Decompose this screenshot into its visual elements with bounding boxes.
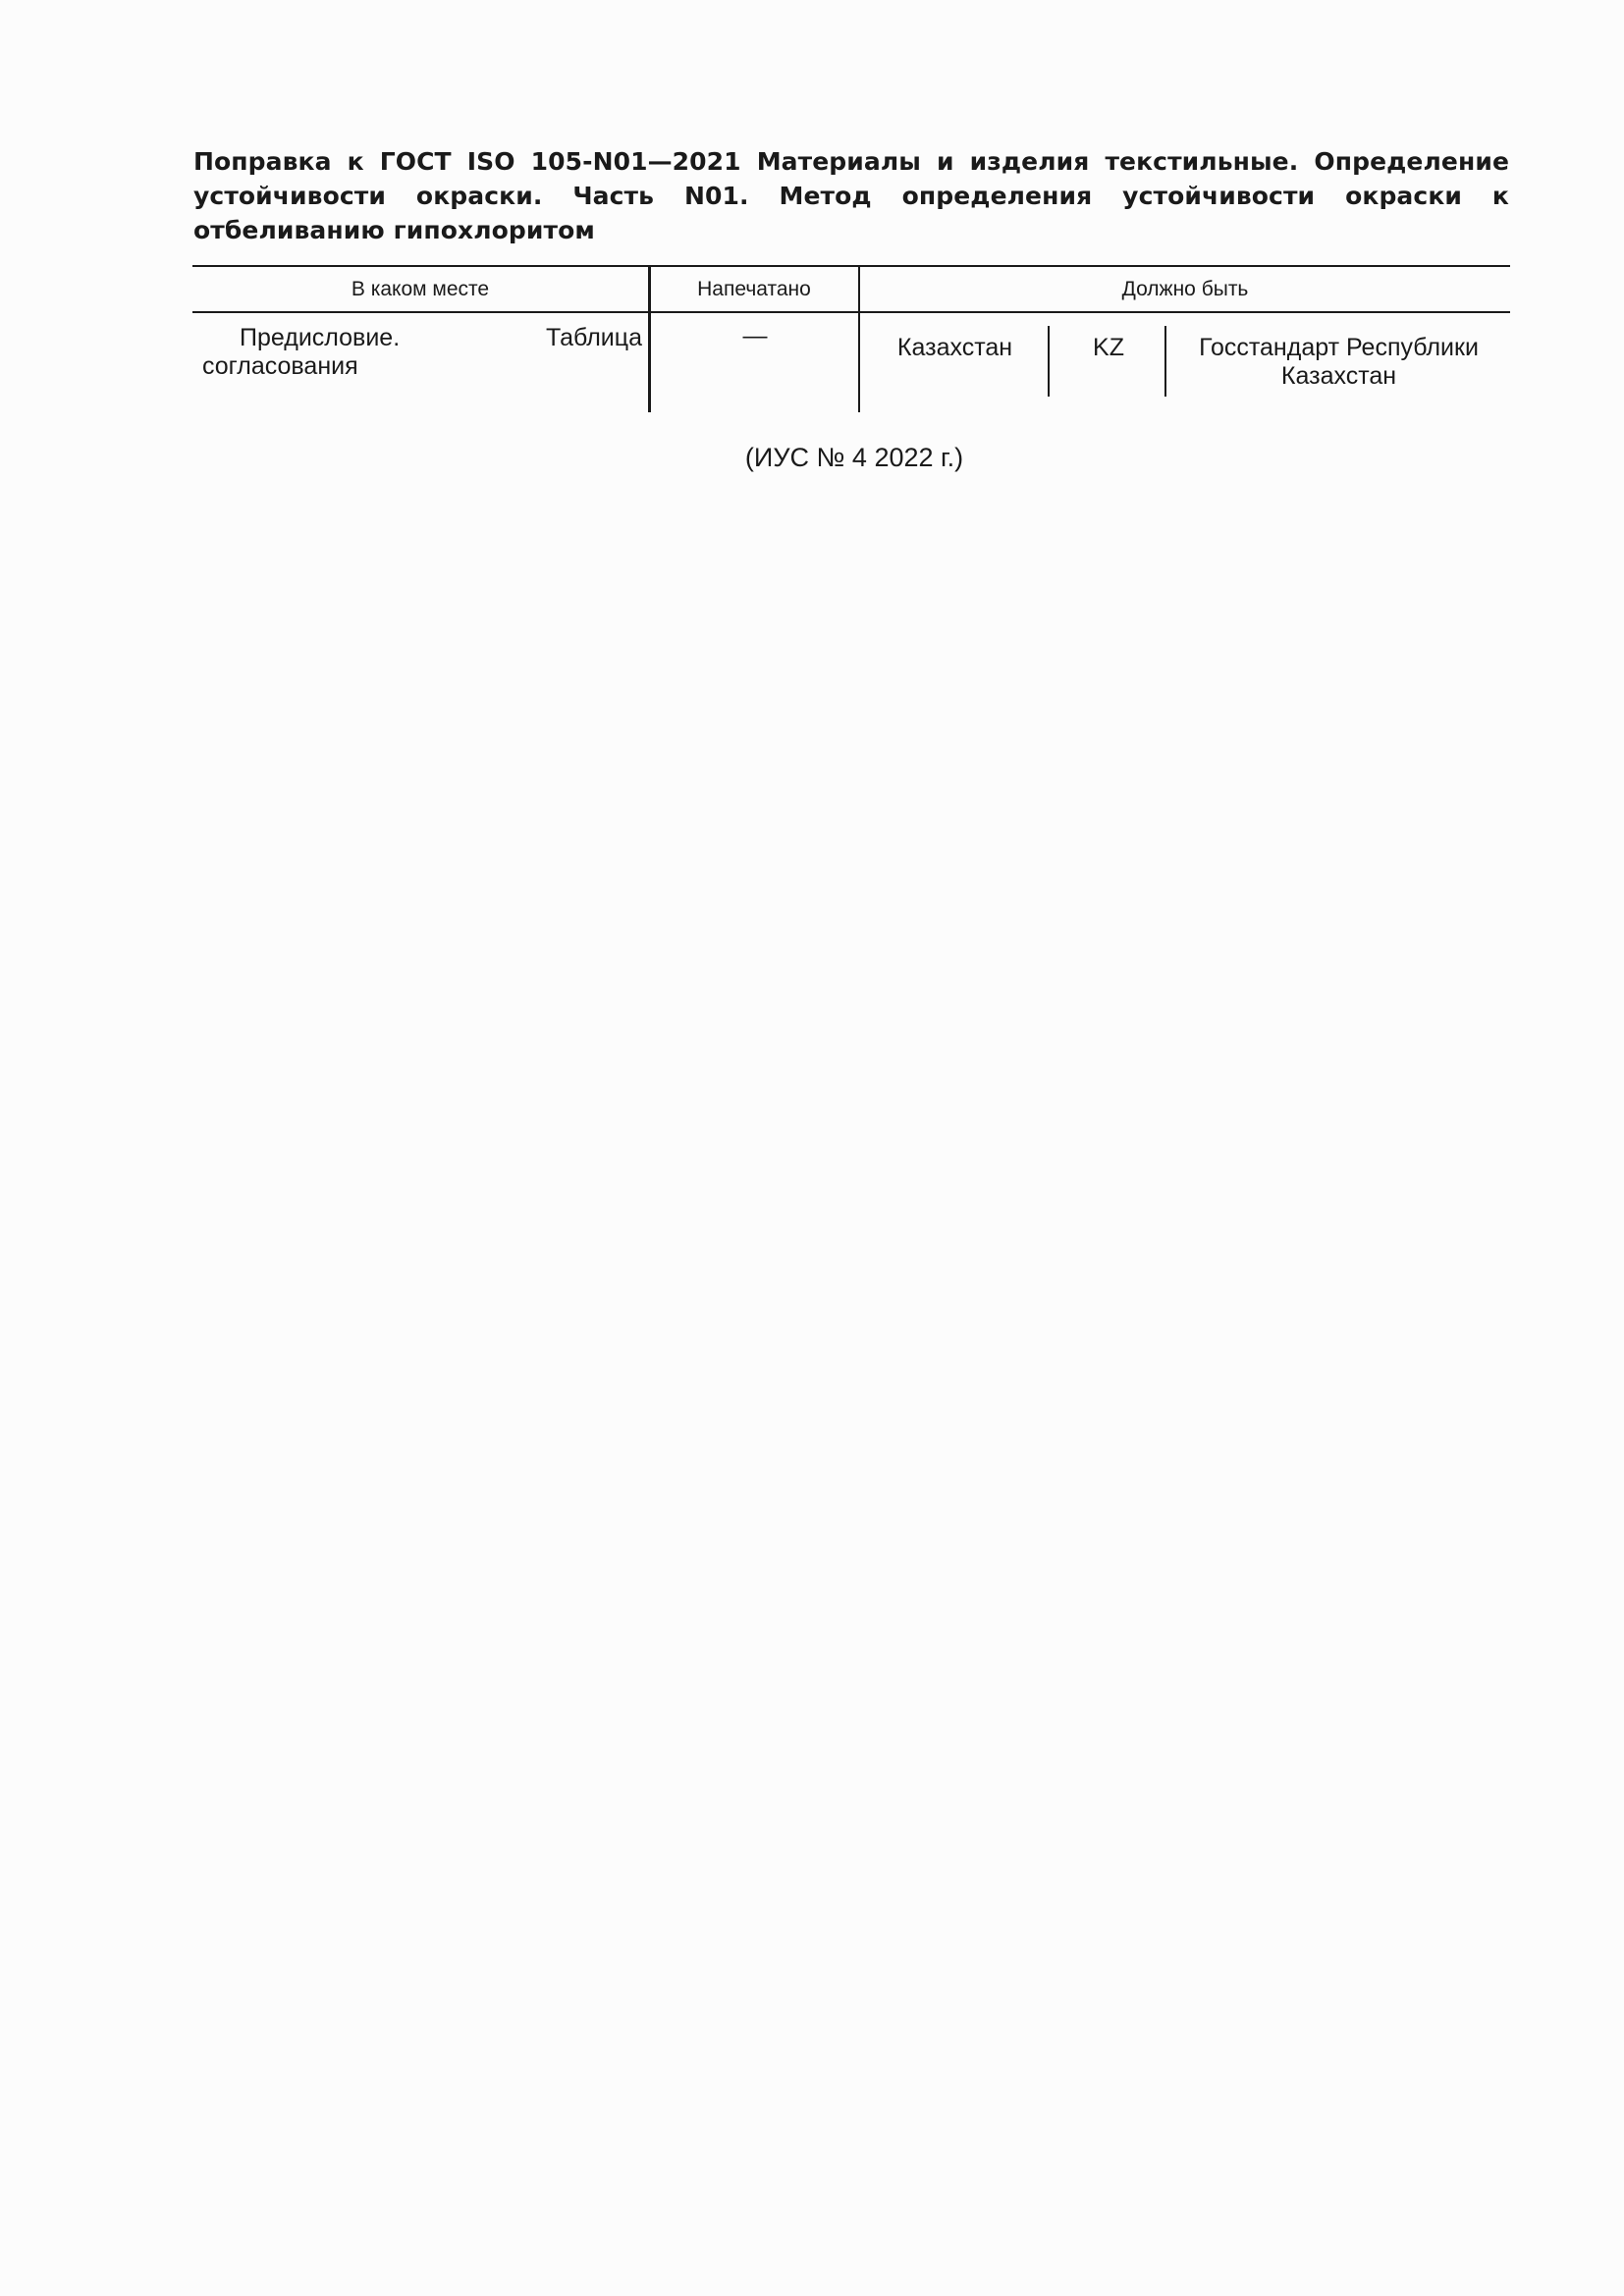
table-header-rule: [192, 311, 1510, 313]
table-top-rule: [192, 265, 1510, 267]
header-should-be: Должно быть: [1121, 278, 1249, 300]
row-organization: Госстандарт Республики Казахстан: [1199, 334, 1479, 390]
document-title: Поправка к ГОСТ ISO 105-N01—2021 Материалы и изделия текстильные. Определение устойчивости окраски. Часть N01. Метод определения устойчивости окраски к отбеливанию гипохлоритом: [193, 147, 1509, 244]
publication-reference: (ИУС № 4 2022 г.): [744, 443, 964, 472]
header-printed: Напечатано: [697, 278, 811, 300]
row-country: Казахстан: [896, 334, 1013, 361]
header-place: В каком месте: [351, 278, 490, 300]
row-printed: —: [742, 322, 768, 349]
row-place: Предисловие. Таблица согласования: [202, 324, 642, 380]
correction-table: [192, 265, 1510, 412]
row-country-code: KZ: [1093, 334, 1124, 361]
